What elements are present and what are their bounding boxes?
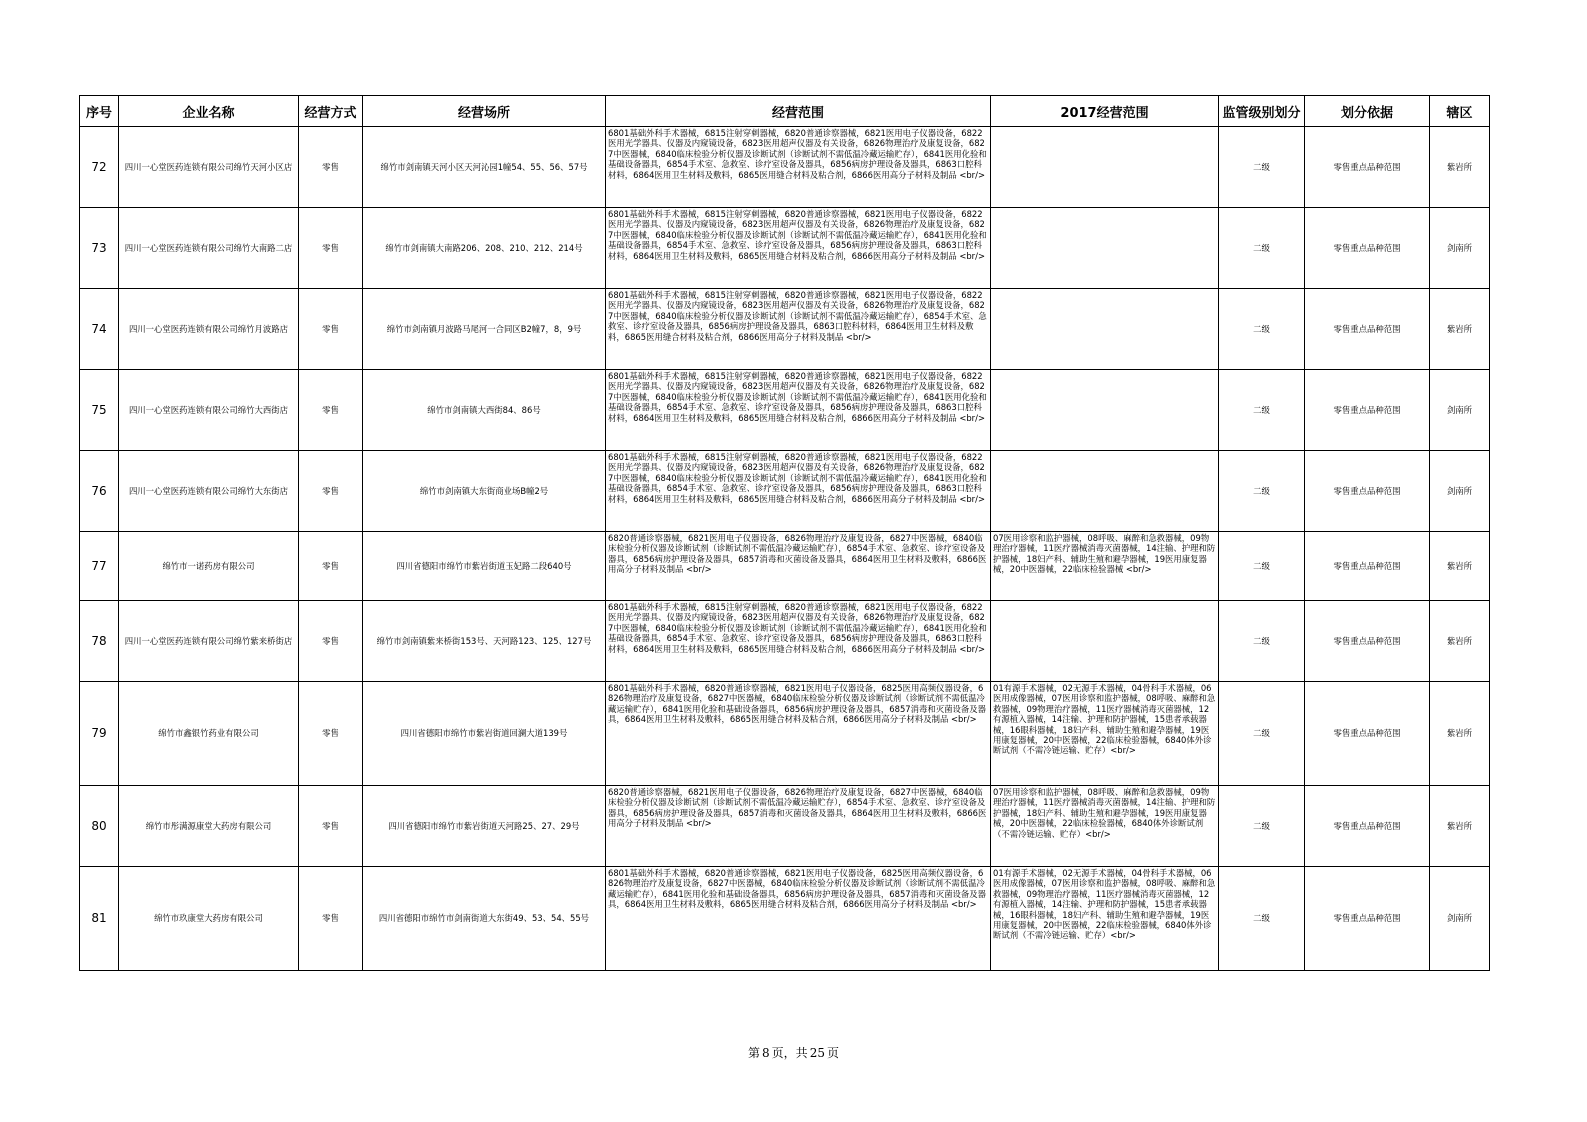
cell-scope-2017 <box>991 601 1219 682</box>
cell-district: 紫岩所 <box>1430 127 1490 208</box>
cell-scope: 6801基础外科手术器械，6815注射穿刺器械，6820普通诊察器械，6821医用电子仪器设备，6822医用光学器具、仪器及内窥镜设备，6823医用超声仪器及有关设备，6826物理治疗及康复设备，6827中医器械，6840临床检验分析仪器及诊断试剂（诊断试剂不需低温冷藏运输贮存），6841医用化验和基础设备器具，6854手术室、急救室、诊疗室设备及器具，6856病房护理设备及器具，6863口腔科材料，6864医用卫生材料及敷料，6865医用缝合材料及粘合剂，6866医用高分子材料及制品 <br/> <box>606 601 991 682</box>
cell-level: 二级 <box>1219 289 1305 370</box>
cell-basis: 零售重点品种范围 <box>1305 532 1430 601</box>
cell-mode: 零售 <box>299 451 363 532</box>
cell-address: 绵竹市剑南镇大东街商业场B幢2号 <box>363 451 606 532</box>
cell-basis: 零售重点品种范围 <box>1305 786 1430 867</box>
footer-page-number: 8 <box>762 1046 770 1060</box>
table-row <box>80 289 1490 370</box>
cell-no: 77 <box>80 532 119 601</box>
cell-no: 73 <box>80 208 119 289</box>
cell-scope-2017: 07医用诊察和监护器械，08呼吸、麻醉和急救器械，09物理治疗器械，11医疗器械消毒灭菌器械，14注输、护理和防护器械，18妇产科、辅助生殖和避孕器械，19医用康复器械，20中医器械，22临床检验器械 <br/> <box>991 532 1219 601</box>
cell-name: 四川一心堂医药连锁有限公司绵竹大西街店 <box>119 370 299 451</box>
cell-no: 74 <box>80 289 119 370</box>
cell-scope-2017 <box>991 451 1219 532</box>
cell-district: 紫岩所 <box>1430 786 1490 867</box>
cell-basis: 零售重点品种范围 <box>1305 208 1430 289</box>
cell-level: 二级 <box>1219 208 1305 289</box>
table-row <box>80 127 1490 208</box>
cell-name: 四川一心堂医药连锁有限公司绵竹大南路二店 <box>119 208 299 289</box>
cell-district: 剑南所 <box>1430 370 1490 451</box>
cell-district: 紫岩所 <box>1430 682 1490 786</box>
cell-district: 剑南所 <box>1430 867 1490 971</box>
cell-district: 紫岩所 <box>1430 601 1490 682</box>
cell-scope-2017: 01有源手术器械，02无源手术器械，04骨科手术器械，06医用成像器械，07医用诊察和监护器械，08呼吸、麻醉和急救器械，09物理治疗器械，11医疗器械消毒灭菌器械，12有源植入器械，14注输、护理和防护器械，15患者承载器械，16眼科器械，18妇产科、辅助生殖和避孕器械，19医用康复器械，20中医器械，22临床检验器械，6840体外诊断试剂（不需冷链运输、贮存）<br/> <box>991 682 1219 786</box>
header-mode: 经营方式 <box>299 96 363 127</box>
cell-no: 80 <box>80 786 119 867</box>
cell-name: 绵竹市一诺药房有限公司 <box>119 532 299 601</box>
cell-scope-2017 <box>991 127 1219 208</box>
header-district: 辖区 <box>1430 96 1490 127</box>
cell-level: 二级 <box>1219 127 1305 208</box>
cell-basis: 零售重点品种范围 <box>1305 289 1430 370</box>
cell-scope-2017: 01有源手术器械，02无源手术器械，04骨科手术器械，06医用成像器械，07医用诊察和监护器械，08呼吸、麻醉和急救器械，09物理治疗器械，11医疗器械消毒灭菌器械，12有源植入器械，14注输、护理和防护器械，15患者承载器械，16眼科器械，18妇产科、辅助生殖和避孕器械，19医用康复器械，20中医器械，22临床检验器械，6840体外诊断试剂（不需冷链运输、贮存）<br/> <box>991 867 1219 971</box>
table-row <box>80 786 1490 867</box>
cell-basis: 零售重点品种范围 <box>1305 127 1430 208</box>
cell-name: 四川一心堂医药连锁有限公司绵竹紫来桥街店 <box>119 601 299 682</box>
cell-no: 81 <box>80 867 119 971</box>
cell-level: 二级 <box>1219 867 1305 971</box>
cell-mode: 零售 <box>299 532 363 601</box>
table-row <box>80 208 1490 289</box>
cell-no: 78 <box>80 601 119 682</box>
cell-no: 76 <box>80 451 119 532</box>
footer-total-suffix: 页 <box>826 1046 839 1060</box>
cell-district: 紫岩所 <box>1430 532 1490 601</box>
enterprise-table <box>79 95 1490 971</box>
table-row <box>80 370 1490 451</box>
cell-level: 二级 <box>1219 786 1305 867</box>
cell-address: 绵竹市剑南镇大西街84、86号 <box>363 370 606 451</box>
cell-scope: 6820普通诊察器械，6821医用电子仪器设备，6826物理治疗及康复设备，6827中医器械，6840临床检验分析仪器及诊断试剂（诊断试剂不需低温冷藏运输贮存），6854手术室、急救室、诊疗室设备及器具，6856病房护理设备及器具，6857消毒和灭菌设备及器具，6864医用卫生材料及敷料，6866医用高分子材料及制品 <br/> <box>606 532 991 601</box>
header-no: 序号 <box>80 96 119 127</box>
cell-address: 四川省德阳市绵竹市剑南街道大东街49、53、54、55号 <box>363 867 606 971</box>
cell-address: 绵竹市剑南镇天河小区天河沁园1幢54、55、56、57号 <box>363 127 606 208</box>
table-row <box>80 601 1490 682</box>
footer-page-suffix: 页，共 <box>771 1046 808 1060</box>
cell-scope: 6801基础外科手术器械，6815注射穿刺器械，6820普通诊察器械，6821医用电子仪器设备，6822医用光学器具、仪器及内窥镜设备，6823医用超声仪器及有关设备，6826物理治疗及康复设备，6827中医器械，6840临床检验分析仪器及诊断试剂（诊断试剂不需低温冷藏运输贮存），6854手术室、急救室、诊疗室设备及器具，6856病房护理设备及器具，6863口腔科材料，6864医用卫生材料及敷料，6865医用缝合材料及粘合剂，6866医用高分子材料及制品 <br/> <box>606 289 991 370</box>
cell-name: 绵竹市鑫银竹药业有限公司 <box>119 682 299 786</box>
cell-mode: 零售 <box>299 208 363 289</box>
cell-address: 绵竹市剑南镇大南路206、208、210、212、214号 <box>363 208 606 289</box>
table-row <box>80 532 1490 601</box>
cell-no: 79 <box>80 682 119 786</box>
cell-scope-2017 <box>991 370 1219 451</box>
cell-address: 绵竹市剑南镇紫来桥街153号、天河路123、125、127号 <box>363 601 606 682</box>
cell-no: 75 <box>80 370 119 451</box>
cell-mode: 零售 <box>299 682 363 786</box>
header-level: 监管级别划分 <box>1219 96 1305 127</box>
cell-name: 四川一心堂医药连锁有限公司绵竹月波路店 <box>119 289 299 370</box>
cell-address: 四川省德阳市绵竹市紫岩街道玉妃路二段640号 <box>363 532 606 601</box>
page-footer <box>0 1044 1587 1061</box>
footer-total-pages: 25 <box>809 1046 825 1060</box>
cell-scope-2017: 07医用诊察和监护器械，08呼吸、麻醉和急救器械，09物理治疗器械，11医疗器械消毒灭菌器械，14注输、护理和防护器械，18妇产科、辅助生殖和避孕器械，19医用康复器械，20中医器械，22临床检验器械，6840体外诊断试剂（不需冷链运输、贮存）<br/> <box>991 786 1219 867</box>
cell-mode: 零售 <box>299 867 363 971</box>
cell-mode: 零售 <box>299 289 363 370</box>
table-row <box>80 682 1490 786</box>
cell-name: 绵竹市彤满源康堂大药房有限公司 <box>119 786 299 867</box>
cell-no: 72 <box>80 127 119 208</box>
cell-level: 二级 <box>1219 532 1305 601</box>
cell-basis: 零售重点品种范围 <box>1305 370 1430 451</box>
cell-district: 紫岩所 <box>1430 289 1490 370</box>
cell-scope: 6801基础外科手术器械，6815注射穿刺器械，6820普通诊察器械，6821医用电子仪器设备，6822医用光学器具、仪器及内窥镜设备，6823医用超声仪器及有关设备，6826物理治疗及康复设备，6827中医器械，6840临床检验分析仪器及诊断试剂（诊断试剂不需低温冷藏运输贮存），6841医用化验和基础设备器具，6854手术室、急救室、诊疗室设备及器具，6856病房护理设备及器具，6863口腔科材料，6864医用卫生材料及敷料，6865医用缝合材料及粘合剂，6866医用高分子材料及制品 <br/> <box>606 127 991 208</box>
cell-address: 四川省德阳市绵竹市紫岩街道天河路25、27、29号 <box>363 786 606 867</box>
cell-name: 绵竹市玖康堂大药房有限公司 <box>119 867 299 971</box>
cell-scope: 6820普通诊察器械，6821医用电子仪器设备，6826物理治疗及康复设备，6827中医器械，6840临床检验分析仪器及诊断试剂（诊断试剂不需低温冷藏运输贮存），6854手术室、急救室、诊疗室设备及器具，6856病房护理设备及器具，6857消毒和灭菌设备及器具，6864医用卫生材料及敷料，6866医用高分子材料及制品 <br/> <box>606 786 991 867</box>
header-scope-2017: 2017经营范围 <box>991 96 1219 127</box>
cell-mode: 零售 <box>299 127 363 208</box>
cell-scope: 6801基础外科手术器械，6815注射穿刺器械，6820普通诊察器械，6821医用电子仪器设备，6822医用光学器具、仪器及内窥镜设备，6823医用超声仪器及有关设备，6826物理治疗及康复设备，6827中医器械，6840临床检验分析仪器及诊断试剂（诊断试剂不需低温冷藏运输贮存），6841医用化验和基础设备器具，6854手术室、急救室、诊疗室设备及器具，6856病房护理设备及器具，6863口腔科材料，6864医用卫生材料及敷料，6865医用缝合材料及粘合剂，6866医用高分子材料及制品 <br/> <box>606 370 991 451</box>
table-row <box>80 867 1490 971</box>
header-basis: 划分依据 <box>1305 96 1430 127</box>
cell-address: 绵竹市剑南镇月波路马尾河一合同区B2幢7，8，9号 <box>363 289 606 370</box>
cell-mode: 零售 <box>299 786 363 867</box>
footer-prefix: 第 <box>748 1046 761 1060</box>
header-row <box>80 96 1490 127</box>
header-address: 经营场所 <box>363 96 606 127</box>
table-row <box>80 451 1490 532</box>
cell-address: 四川省德阳市绵竹市紫岩街道回澜大道139号 <box>363 682 606 786</box>
cell-mode: 零售 <box>299 370 363 451</box>
cell-basis: 零售重点品种范围 <box>1305 867 1430 971</box>
cell-name: 四川一心堂医药连锁有限公司绵竹天河小区店 <box>119 127 299 208</box>
cell-level: 二级 <box>1219 682 1305 786</box>
cell-scope: 6801基础外科手术器械，6820普通诊察器械，6821医用电子仪器设备，6825医用高频仪器设备，6826物理治疗及康复设备，6827中医器械，6840临床检验分析仪器及诊断试剂（诊断试剂不需低温冷藏运输贮存），6841医用化验和基础设备器具，6856病房护理设备及器具，6857消毒和灭菌设备及器具，6864医用卫生材料及敷料，6865医用缝合材料及粘合剂，6866医用高分子材料及制品 <br/> <box>606 867 991 971</box>
cell-level: 二级 <box>1219 370 1305 451</box>
cell-scope-2017 <box>991 208 1219 289</box>
cell-name: 四川一心堂医药连锁有限公司绵竹大东街店 <box>119 451 299 532</box>
cell-scope: 6801基础外科手术器械，6815注射穿刺器械，6820普通诊察器械，6821医用电子仪器设备，6822医用光学器具、仪器及内窥镜设备，6823医用超声仪器及有关设备，6826物理治疗及康复设备，6827中医器械，6840临床检验分析仪器及诊断试剂（诊断试剂不需低温冷藏运输贮存），6841医用化验和基础设备器具，6854手术室、急救室、诊疗室设备及器具，6856病房护理设备及器具，6863口腔科材料，6864医用卫生材料及敷料，6865医用缝合材料及粘合剂，6866医用高分子材料及制品 <br/> <box>606 208 991 289</box>
cell-level: 二级 <box>1219 601 1305 682</box>
cell-scope: 6801基础外科手术器械，6815注射穿刺器械，6820普通诊察器械，6821医用电子仪器设备，6822医用光学器具、仪器及内窥镜设备，6823医用超声仪器及有关设备，6826物理治疗及康复设备，6827中医器械，6840临床检验分析仪器及诊断试剂（诊断试剂不需低温冷藏运输贮存），6841医用化验和基础设备器具，6854手术室、急救室、诊疗室设备及器具，6856病房护理设备及器具，6863口腔科材料，6864医用卫生材料及敷料，6865医用缝合材料及粘合剂，6866医用高分子材料及制品 <br/> <box>606 451 991 532</box>
cell-basis: 零售重点品种范围 <box>1305 682 1430 786</box>
cell-level: 二级 <box>1219 451 1305 532</box>
cell-mode: 零售 <box>299 601 363 682</box>
cell-district: 剑南所 <box>1430 208 1490 289</box>
cell-district: 剑南所 <box>1430 451 1490 532</box>
cell-scope: 6801基础外科手术器械，6820普通诊察器械，6821医用电子仪器设备，6825医用高频仪器设备，6826物理治疗及康复设备，6827中医器械，6840临床检验分析仪器及诊断试剂（诊断试剂不需低温冷藏运输贮存），6841医用化验和基础设备器具，6856病房护理设备及器具，6857消毒和灭菌设备及器具，6864医用卫生材料及敷料，6865医用缝合材料及粘合剂，6866医用高分子材料及制品 <br/> <box>606 682 991 786</box>
cell-basis: 零售重点品种范围 <box>1305 451 1430 532</box>
cell-basis: 零售重点品种范围 <box>1305 601 1430 682</box>
header-name: 企业名称 <box>119 96 299 127</box>
header-scope: 经营范围 <box>606 96 991 127</box>
cell-scope-2017 <box>991 289 1219 370</box>
